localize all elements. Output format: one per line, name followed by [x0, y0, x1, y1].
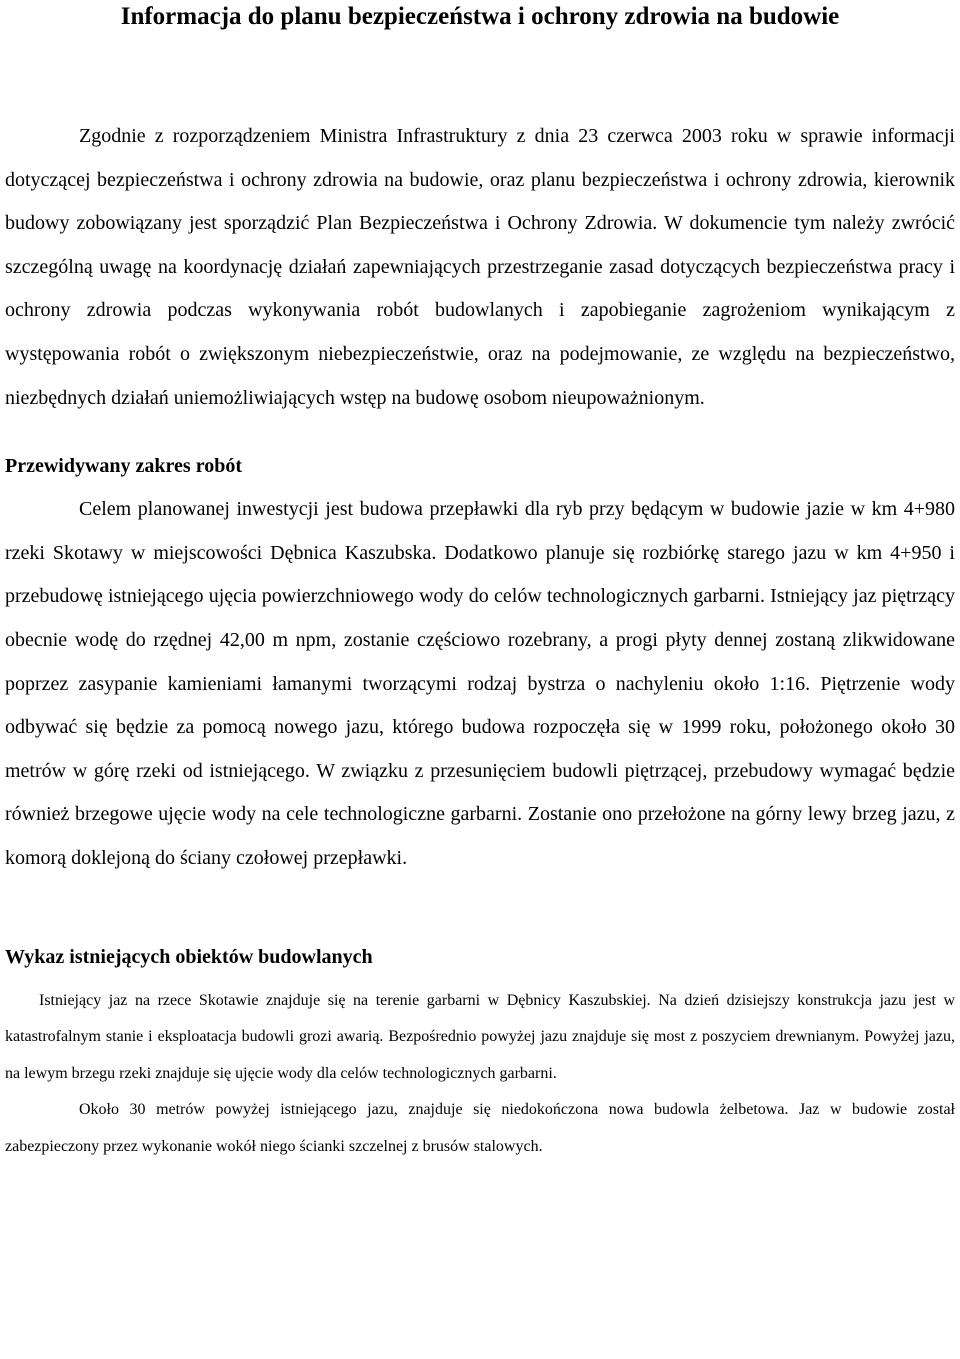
scope-paragraph: Celem planowanej inwestycji jest budowa przepławki dla ryb przy będącym w budowie jazie w km 4+980 rzeki Skotawy w miejscowości Dębnica Kaszubska. Dodatkowo planuje się rozbiórkę starego jazu w km 4+950 i przebudowę istniejącego ujęcia powierzchniowego wody do celów technologicznych garbarni. Istniejący jaz piętrzący obecnie wodę do rzędnej 42,00 m npm, zostanie częściowo rozebrany, a progi płyty dennej zostaną zlikwidowane poprzez zasypanie kamieniami łamanymi tworzącymi rodzaj bystrza o nachyleniu około 1:16. Piętrzenie wody odbywać się będzie za pomocą nowego jazu, którego budowa rozpoczęła się w 1999 roku, położonego około 30 metrów w górę rzeki od istniejącego. W związku z przesunięciem budowli piętrzącej, przebudowy wymagać będzie również brzegowe ujęcie wody na cele technologiczne garbarni. Zostanie ono przełożone na górny lewy brzeg jazu, z komorą doklejoną do ściany czołowej przepławki. [5, 498, 955, 869]
document-page [5, 0, 955, 1165]
document-title: Informacja do planu bezpieczeństwa i ochrony zdrowia na budowie [120, 3, 840, 30]
section-heading-scope: Przewidywany zakres robót [5, 455, 243, 478]
section-heading-existing-objects: Wykaz istniejących obiektów budowlanych [5, 945, 373, 968]
intro-paragraph: Zgodnie z rozporządzeniem Ministra Infrastruktury z dnia 23 czerwca 2003 roku w sprawie informacji dotyczącej bezpieczeństwa i ochrony zdrowia na budowie, oraz planu bezpieczeństwa i ochrony zdrowia, kierownik budowy zobowiązany jest sporządzić Plan Bezpieczeństwa i Ochrony Zdrowia. W dokumencie tym należy zwrócić szczególną uwagę na koordynację działań zapewniających przestrzeganie zasad dotyczących bezpieczeństwa pracy i ochrony zdrowia podczas wykonywania robót budowlanych i zapobieganie zagrożeniom wynikającym z występowania robót o zwiększonym niebezpieczeństwie, oraz na podejmowanie, ze względu na bezpieczeństwo, niezbędnych działań uniemożliwiających wstęp na budowę osobom nieupoważnionym. [5, 125, 955, 409]
existing-objects-paragraph-1: Istniejący jaz na rzece Skotawie znajduje się na terenie garbarni w Dębnicy Kaszubskiej. Na dzień dzisiejszy konstrukcja jazu jest w katastrofalnym stanie i eksploatacja budowli grozi awarią. Bezpośrednio powyżej jazu znajduje się most z poszyciem drewnianym. Powyżej jazu, na lewym brzegu rzeki znajduje się ujęcie wody dla celów technologicznych garbarni. [5, 991, 955, 1082]
existing-objects-paragraph-2: Około 30 metrów powyżej istniejącego jazu, znajduje się niedokończona nowa budowla żelbetowa. Jaz w budowie został zabezpieczony przez wykonanie wokół niego ścianki szczelnej z brusów stalowych. [5, 1101, 955, 1155]
